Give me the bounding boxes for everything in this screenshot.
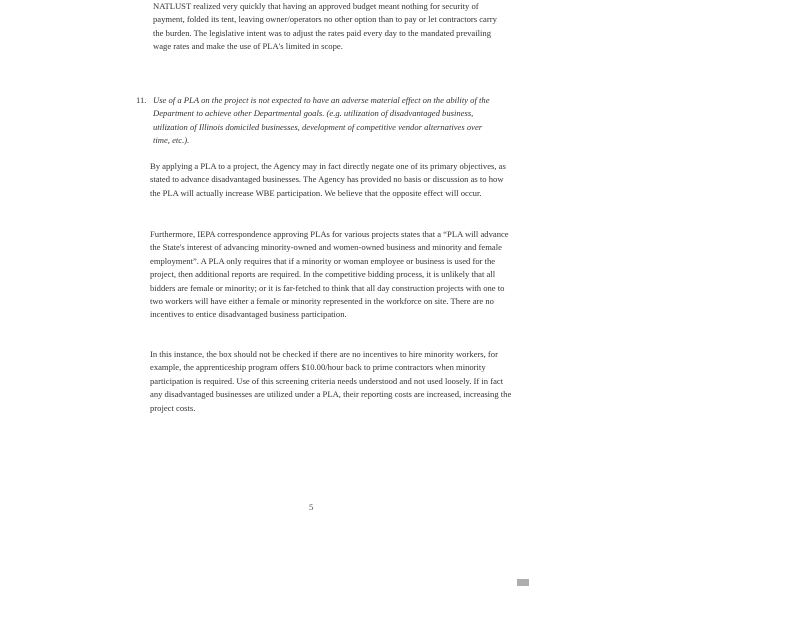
body-paragraph-3: In this instance, the box should not be checked if there are no incentives to hire minority workers, for example, the apprenticeship program offers $10.00/hour back to prime contractors when minority participation is required. Use of this screening criteria needs understood and not used loosely. If in fact any disadvantaged businesses are utilized under a PLA, their reporting costs are increased, increasing the project costs.: [150, 349, 512, 413]
item-number: 11.: [136, 95, 147, 105]
body-paragraph-1: By applying a PLA to a project, the Agency may in fact directly negate one of its primary objectives, as stated to advance disadvantaged businesses. The Agency has provided no basis or discussion as to how the PLA will actually increase WBE participation. We believe that the opposite effect will occur.: [150, 161, 506, 198]
page-number: 5: [309, 502, 314, 512]
continuation-paragraph: NATLUST realized very quickly that having an approved budget meant nothing for security of payment, folded its tent, leaving owner/operators no other option than to pay or let contractors carry the burden. The legislative intent was to adjust the rates paid every day to the mandated prevailing wage rates and make the use of PLA's limited in scope.: [153, 1, 497, 52]
body-paragraph-2: Furthermore, IEPA correspondence approving PLAs for various projects states that a “PLA will advance the State's interest of advancing minority-owned and women-owned business and minority and female employment”. A PLA only requires that if a minority or woman employee or business is used for the project, then additional reports are required. In the competitive bidding process, it is unlikely that all bidders are female or minority; or it is far-fetched to think that all day construction projects with one to two workers will have either a female or minority represented in the workforce on site. There are no incentives to entice disadvantaged business participation.: [150, 229, 509, 320]
scan-mark: [517, 579, 529, 586]
item-heading: Use of a PLA on the project is not expected to have an adverse material effect on the ability of the Department to achieve other Departmental goals. (e.g. utilization of disadvantaged business, utilization of Illinois domiciled businesses, development of competitive vendor alternatives over time, etc.).: [153, 95, 490, 146]
